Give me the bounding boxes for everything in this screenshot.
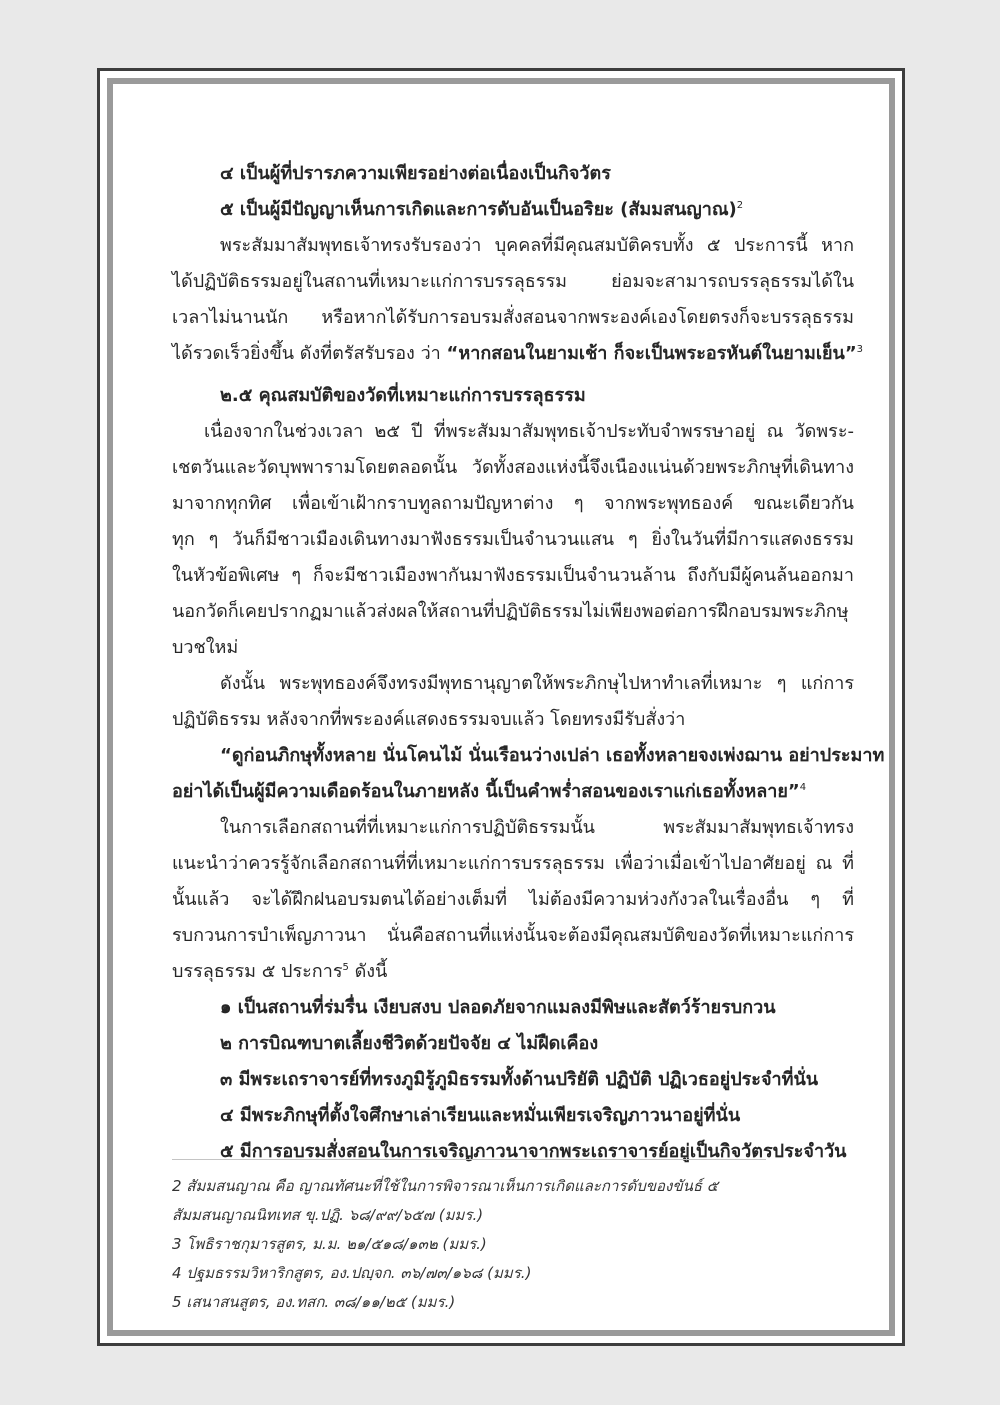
section-heading: ๒.๕ คุณสมบัติของวัดที่เหมาะแก่การบรรลุธรรม xyxy=(220,385,586,406)
temple-qualification-item: ๓ มีพระเถราจารย์ที่ทรงภูมิรู้ภูมิธรรมทั้งด้านปริยัติ ปฏิบัติ ปฏิเวธอยู่ประจำที่นั่น xyxy=(220,1069,819,1090)
paragraph-line: นอกวัดก็เคยปรากฏมาแล้วส่งผลให้สถานที่ปฏิบัติธรรมไม่เพียงพอต่อการฝึกอบรมพระภิกษุ xyxy=(172,601,849,622)
page-outer-frame xyxy=(97,68,905,1346)
footnote-ref-2: 2 xyxy=(736,200,744,211)
paragraph-line: พระสัมมาสัมพุทธเจ้าทรงรับรองว่า บุคคลที่มีคุณสมบัติครบทั้ง ๕ ประการนี้ หาก xyxy=(220,235,854,256)
paragraph-line: ดังนั้น พระพุทธองค์จึงทรงมีพุทธานุญาตให้พระภิกษุไปหาทำเลที่เหมาะ ๆ แก่การ xyxy=(220,673,854,694)
buddha-quote-line xyxy=(172,774,854,810)
paragraph-line: นั้นแล้ว จะได้ฝึกฝนอบรมตนได้อย่างเต็มที่ ไม่ต้องมีความห่วงกังวลในเรื่องอื่น ๆ ที่ xyxy=(172,889,854,910)
footnote-ref-4: 4 xyxy=(799,782,807,793)
footnote-divider xyxy=(172,1159,766,1160)
footnote-ref-5: 5 xyxy=(342,962,349,973)
paragraph-line: เนื่องจากในช่วงเวลา ๒๕ ปี ที่พระสัมมาสัมพุทธเจ้าประทับจำพรรษาอยู่ ณ วัดพระ- xyxy=(204,421,854,442)
paragraph-line: เวลาไม่นานนัก หรือหากได้รับการอบรมสั่งสอนจากพระองค์เองโดยตรงก็จะบรรลุธรรม xyxy=(172,307,854,328)
paragraph-line: รบกวนการบำเพ็ญภาวนา นั่นคือสถานที่แห่งนั้นจะต้องมีคุณสมบัติของวัดที่เหมาะแก่การ xyxy=(172,925,854,946)
qualification-item-5 xyxy=(172,192,854,228)
paragraph-line: มาจากทุกทิศ เพื่อเข้าเฝ้ากราบทูลถามปัญหาต่าง ๆ จากพระพุทธองค์ ขณะเดียวกัน xyxy=(172,493,854,514)
paragraph-line xyxy=(172,336,864,372)
paragraph-text: บรรลุธรรม ๕ ประการ xyxy=(172,961,343,982)
footnote-3: 3 โพธิราชกุมารสูตร, ม.ม. ๒๑/๕๑๘/๑๓๒ (มมร.) xyxy=(172,1235,487,1253)
buddha-quote-short: “หากสอนในยามเช้า ก็จะเป็นพระอรหันต์ในยามเย็น” xyxy=(446,343,857,364)
qualification-item-4: ๔ เป็นผู้ที่ปรารภความเพียรอย่างต่อเนื่องเป็นกิจวัตร xyxy=(220,163,611,184)
temple-qualification-item: ๒ การบิณฑบาตเลี้ยงชีวิตด้วยปัจจัย ๔ ไม่ฝืดเคือง xyxy=(220,1033,599,1054)
document-body xyxy=(172,156,885,1170)
paragraph-text: ดังนี้ xyxy=(348,961,388,982)
paragraph-line: ในหัวข้อพิเศษ ๆ ก็จะมีชาวเมืองพากันมาฟังธรรมเป็นจำนวนล้าน ถึงกับมีผู้คนล้นออกมา xyxy=(172,565,854,586)
buddha-quote-text: อย่าได้เป็นผู้มีความเดือดร้อนในภายหลัง นี้เป็นคำพร่ำสอนของเราแก่เธอทั้งหลาย” xyxy=(172,781,800,802)
footnote-5: 5 เสนาสนสูตร, อง.ทสก. ๓๘/๑๑/๒๕ (มมร.) xyxy=(172,1293,456,1311)
paragraph-line: แนะนำว่าควรรู้จักเลือกสถานที่ที่เหมาะแก่การบรรลุธรรม เพื่อว่าเมื่อเข้าไปอาศัยอยู่ ณ ที่ xyxy=(172,853,854,874)
paragraph-line: บวชใหม่ xyxy=(172,637,239,658)
footnote-2: 2 สัมมสนญาณ คือ ญาณทัศนะที่ใช้ในการพิจารณาเห็นการเกิดและการดับของขันธ์ ๕ xyxy=(172,1177,719,1195)
paragraph-line: ในการเลือกสถานที่ที่เหมาะแก่การปฏิบัติธรรมนั้น พระสัมมาสัมพุทธเจ้าทรง xyxy=(220,817,854,838)
footnote-2-cont: สัมมสนญาณนิทเทส ขุ.ปฏิ. ๖๘/๙๙/๖๕๗ (มมร.) xyxy=(172,1206,484,1224)
page-inner-frame xyxy=(107,78,895,1336)
paragraph-line: ทุก ๆ วันก็มีชาวเมืองเดินทางมาฟังธรรมเป็นจำนวนแสน ๆ ยิ่งในวันที่มีการแสดงธรรม xyxy=(172,529,854,550)
footnote-ref-3: 3 xyxy=(856,344,864,355)
temple-qualification-item: ๕ มีการอบรมสั่งสอนในการเจริญภาวนาจากพระเถราจารย์อยู่เป็นกิจวัตรประจำวัน xyxy=(220,1141,847,1162)
footnote-4: 4 ปฐมธรรมวิหาริกสูตร, อง.ปญฺจก. ๓๖/๗๓/๑๖๘ (มมร.) xyxy=(172,1264,532,1282)
paragraph-line xyxy=(172,954,854,990)
footnotes xyxy=(172,1172,854,1317)
paragraph-text: ได้รวดเร็วยิ่งขึ้น ดังที่ตรัสรับรอง ว่า xyxy=(172,343,447,364)
paragraph-line: เชตวันและวัดบุพพารามโดยตลอดนั้น วัดทั้งสองแห่งนี้จึงเนืองแน่นด้วยพระภิกษุที่เดินทาง xyxy=(172,457,854,478)
temple-qualification-item: ๑ เป็นสถานที่ร่มรื่น เงียบสงบ ปลอดภัยจากแมลงมีพิษและสัตว์ร้ายรบกวน xyxy=(220,997,776,1018)
temple-qualification-item: ๔ มีพระภิกษุที่ตั้งใจศึกษาเล่าเรียนและหมั่นเพียรเจริญภาวนาอยู่ที่นั่น xyxy=(220,1105,741,1126)
qualification-item-5-text: ๕ เป็นผู้มีปัญญาเห็นการเกิดและการดับอันเป็นอริยะ (สัมมสนญาณ) xyxy=(220,199,737,220)
buddha-quote-line: “ดูก่อนภิกษุทั้งหลาย นั่นโคนไม้ นั่นเรือนว่างเปล่า เธอทั้งหลายจงเพ่งฌาน อย่าประมาท xyxy=(220,745,885,766)
paragraph-line: ได้ปฏิบัติธรรมอยู่ในสถานที่เหมาะแก่การบรรลุธรรม ย่อมจะสามารถบรรลุธรรมได้ใน xyxy=(172,271,854,292)
paragraph-line: ปฏิบัติธรรม หลังจากที่พระองค์แสดงธรรมจบแล้ว โดยทรงมีรับสั่งว่า xyxy=(172,709,686,730)
